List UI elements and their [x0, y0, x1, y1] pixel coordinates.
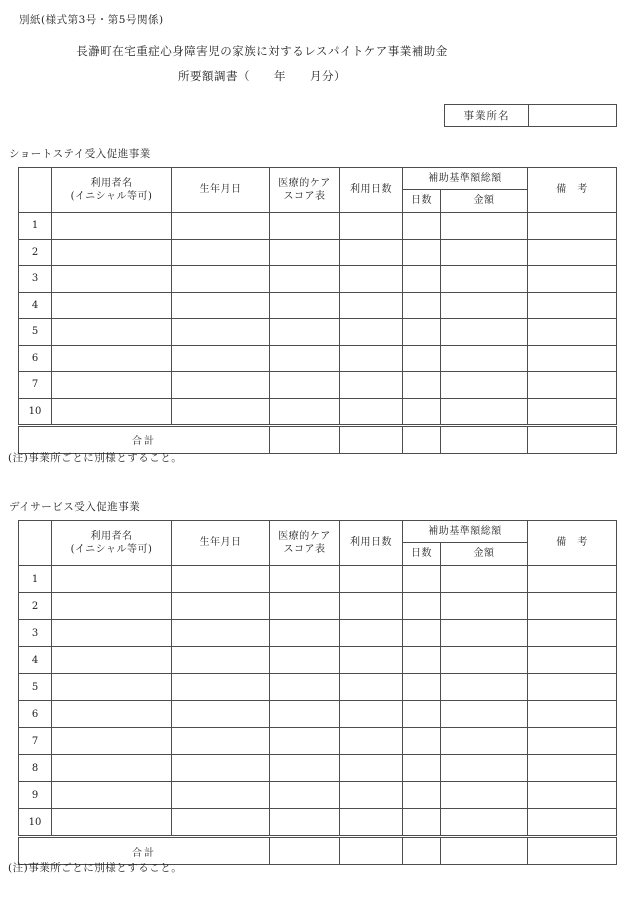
- medical-care-cell: [270, 213, 340, 240]
- medical-care-cell: [270, 266, 340, 293]
- user-name-cell: [52, 674, 172, 701]
- use-days-cell: [340, 319, 403, 346]
- medical-care-total-cell: [270, 837, 340, 865]
- remarks-cell: [528, 266, 617, 293]
- use-days-cell: [340, 782, 403, 809]
- subsidy-total-header: 補助基準額総額: [403, 168, 528, 190]
- office-name-label: 事業所名: [445, 105, 529, 126]
- birth-date-cell: [172, 239, 270, 266]
- medical-care-header: [270, 168, 340, 213]
- amount-cell: [441, 398, 528, 426]
- amount-cell: [441, 345, 528, 372]
- use-days-cell: [340, 566, 403, 593]
- amount-cell: [441, 239, 528, 266]
- medical-care-cell: [270, 319, 340, 346]
- medical-care-header: [270, 521, 340, 566]
- days-cell: [403, 266, 441, 293]
- total-row: [19, 426, 617, 454]
- row-number: 6: [19, 701, 52, 728]
- use-days-cell: [340, 755, 403, 782]
- medical-care-cell: [270, 345, 340, 372]
- medical-care-cell: [270, 755, 340, 782]
- medical-care-header-line2: スコア表: [283, 544, 326, 555]
- days-cell: [403, 292, 441, 319]
- table-row: [19, 620, 617, 647]
- user-name-cell: [52, 345, 172, 372]
- amount-cell: [441, 319, 528, 346]
- days-total-cell: [403, 426, 441, 454]
- remarks-cell: [528, 701, 617, 728]
- medical-care-cell: [270, 239, 340, 266]
- table-row: [19, 213, 617, 240]
- remarks-cell: [528, 755, 617, 782]
- medical-care-cell: [270, 593, 340, 620]
- user-name-header: [52, 168, 172, 213]
- medical-care-cell: [270, 809, 340, 837]
- use-days-cell: [340, 213, 403, 240]
- table-row: [19, 319, 617, 346]
- user-name-header-line1: 利用者名: [90, 530, 133, 542]
- remarks-cell: [528, 213, 617, 240]
- office-name-value: [529, 105, 616, 126]
- row-number: 4: [19, 647, 52, 674]
- row-number: 8: [19, 755, 52, 782]
- medical-care-total-cell: [270, 426, 340, 454]
- user-name-cell: [52, 266, 172, 293]
- document-subtitle: 所要額調書（ 年 月分）: [178, 69, 346, 83]
- office-name-box: [444, 104, 617, 127]
- remarks-header: 備 考: [528, 168, 617, 213]
- use-days-cell: [340, 345, 403, 372]
- table-row: [19, 782, 617, 809]
- days-cell: [403, 593, 441, 620]
- user-name-cell: [52, 566, 172, 593]
- birth-date-cell: [172, 809, 270, 837]
- birth-date-cell: [172, 755, 270, 782]
- birth-date-cell: [172, 266, 270, 293]
- amount-total-cell: [441, 426, 528, 454]
- table-row: [19, 593, 617, 620]
- use-days-cell: [340, 398, 403, 426]
- use-days-header: 利用日数: [340, 168, 403, 213]
- birth-date-cell: [172, 782, 270, 809]
- remarks-cell: [528, 345, 617, 372]
- days-cell: [403, 674, 441, 701]
- remarks-total-cell: [528, 837, 617, 865]
- shortstay-table-note: (注)事業所ごとに別様とすること。: [8, 452, 183, 464]
- amount-cell: [441, 593, 528, 620]
- amount-cell: [441, 620, 528, 647]
- medical-care-cell: [270, 620, 340, 647]
- medical-care-header-line1: 医療的ケア: [278, 530, 331, 542]
- user-name-cell: [52, 755, 172, 782]
- days-cell: [403, 398, 441, 426]
- row-number: 6: [19, 345, 52, 372]
- birth-date-header: 生年月日: [172, 168, 270, 213]
- user-name-cell: [52, 620, 172, 647]
- row-number: 10: [19, 809, 52, 837]
- remarks-cell: [528, 809, 617, 837]
- corner-note: 別紙(様式第3号・第5号関係): [19, 14, 164, 26]
- row-number: 1: [19, 566, 52, 593]
- remarks-cell: [528, 728, 617, 755]
- subsidy-total-header: 補助基準額総額: [403, 521, 528, 543]
- table-row: [19, 239, 617, 266]
- table-row: [19, 755, 617, 782]
- medical-care-cell: [270, 647, 340, 674]
- user-name-cell: [52, 398, 172, 426]
- remarks-header: 備 考: [528, 521, 617, 566]
- row-number: 5: [19, 319, 52, 346]
- remarks-cell: [528, 782, 617, 809]
- amount-header: 金額: [441, 190, 528, 213]
- row-number: 2: [19, 593, 52, 620]
- table-row: [19, 266, 617, 293]
- birth-date-header: 生年月日: [172, 521, 270, 566]
- days-cell: [403, 566, 441, 593]
- dayservice-table: [18, 520, 617, 865]
- medical-care-cell: [270, 398, 340, 426]
- use-days-cell: [340, 239, 403, 266]
- medical-care-cell: [270, 372, 340, 399]
- dayservice-table-caption: デイサービス受入促進事業: [9, 501, 141, 513]
- user-name-cell: [52, 647, 172, 674]
- user-name-cell: [52, 728, 172, 755]
- birth-date-cell: [172, 372, 270, 399]
- amount-total-cell: [441, 837, 528, 865]
- days-cell: [403, 319, 441, 346]
- use-days-header: 利用日数: [340, 521, 403, 566]
- birth-date-cell: [172, 647, 270, 674]
- amount-cell: [441, 292, 528, 319]
- amount-cell: [441, 213, 528, 240]
- days-cell: [403, 809, 441, 837]
- amount-cell: [441, 674, 528, 701]
- use-days-cell: [340, 647, 403, 674]
- use-days-cell: [340, 728, 403, 755]
- remarks-cell: [528, 566, 617, 593]
- days-header: 日数: [403, 543, 441, 566]
- birth-date-cell: [172, 728, 270, 755]
- table-row: [19, 566, 617, 593]
- use-days-cell: [340, 809, 403, 837]
- use-days-cell: [340, 674, 403, 701]
- days-cell: [403, 239, 441, 266]
- row-number: 7: [19, 728, 52, 755]
- birth-date-cell: [172, 398, 270, 426]
- days-cell: [403, 620, 441, 647]
- use-days-cell: [340, 292, 403, 319]
- user-name-cell: [52, 701, 172, 728]
- document-heading: [0, 43, 524, 84]
- user-name-cell: [52, 809, 172, 837]
- row-number: 9: [19, 782, 52, 809]
- row-number: 1: [19, 213, 52, 240]
- table-row: [19, 292, 617, 319]
- row-number: 2: [19, 239, 52, 266]
- amount-cell: [441, 266, 528, 293]
- user-name-header-line2: (イニシャル等可): [70, 544, 153, 555]
- days-cell: [403, 782, 441, 809]
- amount-cell: [441, 809, 528, 837]
- birth-date-cell: [172, 292, 270, 319]
- medical-care-cell: [270, 674, 340, 701]
- use-days-cell: [340, 372, 403, 399]
- days-cell: [403, 213, 441, 240]
- total-label: 合計: [19, 837, 270, 865]
- user-name-cell: [52, 782, 172, 809]
- medical-care-header-line2: スコア表: [283, 191, 326, 202]
- user-name-header-line2: (イニシャル等可): [70, 191, 153, 202]
- shortstay-table: [18, 167, 617, 454]
- medical-care-cell: [270, 782, 340, 809]
- amount-cell: [441, 566, 528, 593]
- row-number: 5: [19, 674, 52, 701]
- dayservice-table-note: (注)事業所ごとに別様とすること。: [8, 862, 183, 874]
- row-number: 10: [19, 398, 52, 426]
- medical-care-cell: [270, 728, 340, 755]
- table-row: [19, 701, 617, 728]
- medical-care-cell: [270, 566, 340, 593]
- birth-date-cell: [172, 620, 270, 647]
- birth-date-cell: [172, 319, 270, 346]
- use-days-cell: [340, 620, 403, 647]
- birth-date-cell: [172, 674, 270, 701]
- user-name-header: [52, 521, 172, 566]
- row-number: 3: [19, 620, 52, 647]
- document-title: 長瀞町在宅重症心身障害児の家族に対するレスパイトケア事業補助金: [76, 44, 448, 58]
- remarks-total-cell: [528, 426, 617, 454]
- days-cell: [403, 372, 441, 399]
- amount-cell: [441, 372, 528, 399]
- medical-care-header-line1: 医療的ケア: [278, 177, 331, 189]
- days-total-cell: [403, 837, 441, 865]
- remarks-cell: [528, 674, 617, 701]
- row-number: 7: [19, 372, 52, 399]
- remarks-cell: [528, 620, 617, 647]
- user-name-header-line1: 利用者名: [90, 177, 133, 189]
- days-header: 日数: [403, 190, 441, 213]
- row-number-header: [19, 168, 52, 213]
- medical-care-cell: [270, 701, 340, 728]
- user-name-cell: [52, 213, 172, 240]
- birth-date-cell: [172, 566, 270, 593]
- amount-cell: [441, 701, 528, 728]
- shortstay-table-caption: ショートステイ受入促進事業: [9, 148, 151, 160]
- medical-care-cell: [270, 292, 340, 319]
- use-days-cell: [340, 593, 403, 620]
- total-label: 合計: [19, 426, 270, 454]
- use-days-total-cell: [340, 837, 403, 865]
- user-name-cell: [52, 593, 172, 620]
- days-cell: [403, 345, 441, 372]
- birth-date-cell: [172, 593, 270, 620]
- days-cell: [403, 728, 441, 755]
- user-name-cell: [52, 239, 172, 266]
- days-cell: [403, 647, 441, 674]
- remarks-cell: [528, 372, 617, 399]
- amount-header: 金額: [441, 543, 528, 566]
- remarks-cell: [528, 647, 617, 674]
- remarks-cell: [528, 398, 617, 426]
- amount-cell: [441, 782, 528, 809]
- user-name-cell: [52, 319, 172, 346]
- use-days-total-cell: [340, 426, 403, 454]
- amount-cell: [441, 755, 528, 782]
- birth-date-cell: [172, 345, 270, 372]
- user-name-cell: [52, 292, 172, 319]
- use-days-cell: [340, 266, 403, 293]
- table-row: [19, 398, 617, 426]
- birth-date-cell: [172, 701, 270, 728]
- days-cell: [403, 755, 441, 782]
- remarks-cell: [528, 593, 617, 620]
- row-number: 3: [19, 266, 52, 293]
- table-row: [19, 809, 617, 837]
- table-row: [19, 345, 617, 372]
- table-row: [19, 372, 617, 399]
- remarks-cell: [528, 239, 617, 266]
- days-cell: [403, 701, 441, 728]
- remarks-cell: [528, 292, 617, 319]
- row-number: 4: [19, 292, 52, 319]
- birth-date-cell: [172, 213, 270, 240]
- table-row: [19, 674, 617, 701]
- table-row: [19, 647, 617, 674]
- table-row: [19, 728, 617, 755]
- row-number-header: [19, 521, 52, 566]
- amount-cell: [441, 728, 528, 755]
- amount-cell: [441, 647, 528, 674]
- use-days-cell: [340, 701, 403, 728]
- remarks-cell: [528, 319, 617, 346]
- user-name-cell: [52, 372, 172, 399]
